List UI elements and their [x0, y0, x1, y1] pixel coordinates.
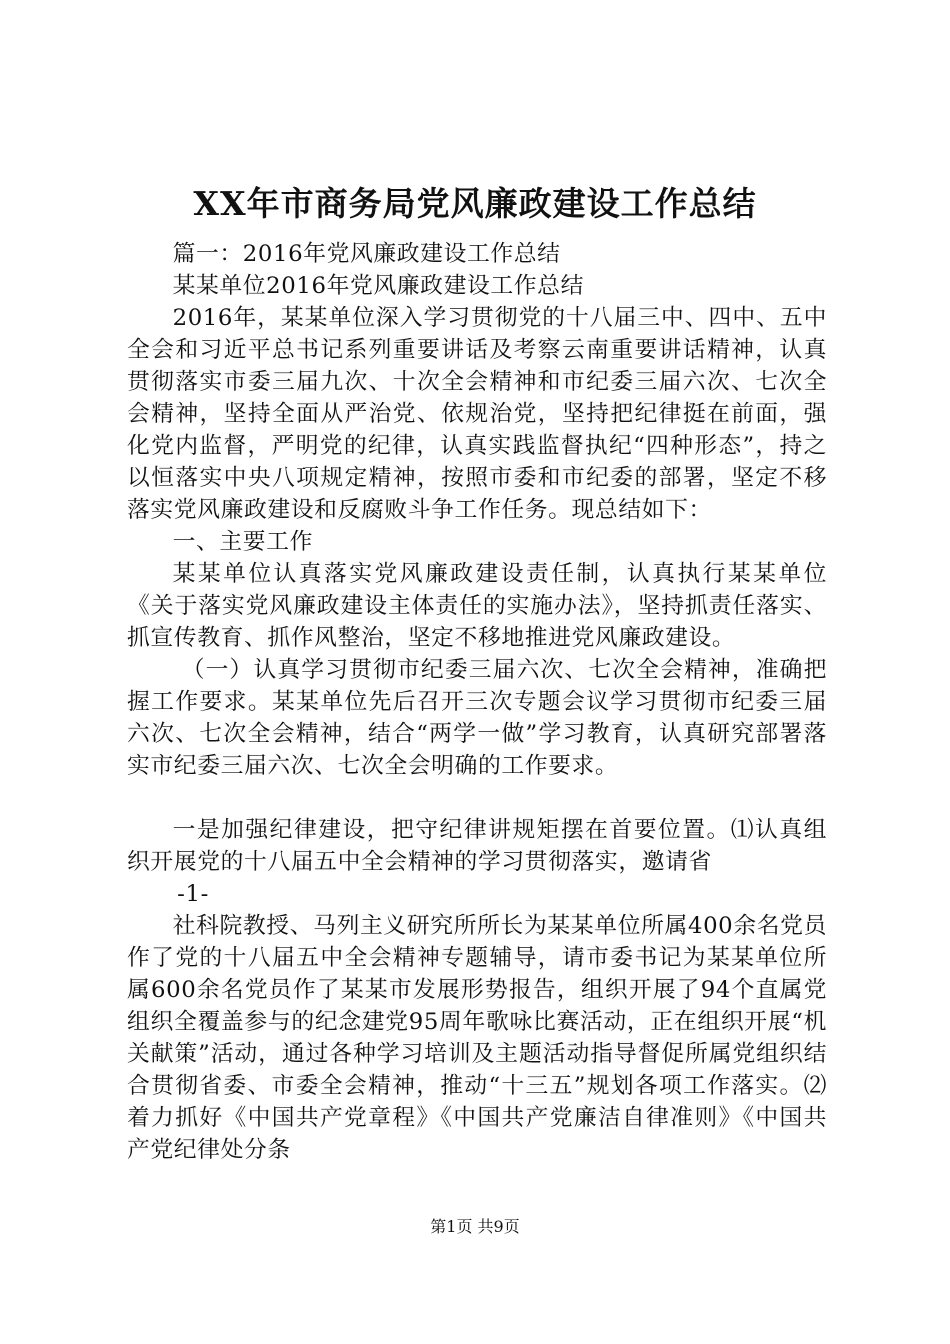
inline-page-number: -1- [177, 881, 209, 907]
paragraph-gap [127, 782, 827, 814]
discipline-paragraph: 一是加强纪律建设，把守纪律讲规矩摆在首要位置。⑴认真组织开展党的十八届五中全会精神的学习贯彻落实，邀请省 [127, 817, 827, 875]
intro-paragraph: 2016年，某某单位深入学习贯彻党的十八届三中、四中、五中全会和习近平总书记系列重要讲话及考察云南重要讲话精神，认真贯彻落实市委三届九次、十次全会精神和市纪委三届六次、七次全会精神，坚持全面从严治党、依规治党，坚持把纪律挺在前面，强化党内监督，严明党的纪律，认真实践监督执纪“四种形态”，持之以恒落实中央八项规定精神，按照市委和市纪委的部署，坚定不移落实党风廉政建设和反腐败斗争工作任务。现总结如下： [127, 305, 827, 523]
page-footer: 第1页 共9页 [430, 1217, 520, 1236]
continuation-paragraph: 社科院教授、马列主义研究所所长为某某单位所属400余名党员作了党的十八届五中全会精神专题辅导，请市委书记为某某单位所属600余名党员作了某某市发展形势报告，组织开展了94个直属党组织全覆盖参与的纪念建党95周年歌咏比赛活动，正在组织开展“机关献策”活动，通过各种学习培训及主题活动指导督促所属党组织结合贯彻省委、市委全会精神，推动“十三五”规划各项工作落实。⑵着力抓好《中国共产党章程》《中国共产党廉洁自律准则》《中国共产党纪律处分条 [127, 913, 827, 1163]
document-title: XX年市商务局党风廉政建设工作总结 [193, 184, 757, 223]
section-heading: 篇一：2016年党风廉政建设工作总结 [172, 241, 561, 267]
main-work-paragraph: 某某单位认真落实党风廉政建设责任制，认真执行某某单位《关于落实党风廉政建设主体责任的实施办法》，坚持抓责任落实、抓宣传教育、抓作风整治，坚定不移地推进党风廉政建设。 [127, 561, 827, 651]
main-work-heading: 一、主要工作 [172, 529, 313, 555]
subsection-one-paragraph: （一）认真学习贯彻市纪委三届六次、七次全会精神，准确把握工作要求。某某单位先后召开三次专题会议学习贯彻市纪委三届六次、七次全会精神，结合“两学一做”学习教育，认真研究部署落实市纪委三届六次、七次全会明确的工作要求。 [127, 657, 827, 779]
document-body [127, 238, 827, 1166]
report-subtitle: 某某单位2016年党风廉政建设工作总结 [172, 273, 584, 299]
